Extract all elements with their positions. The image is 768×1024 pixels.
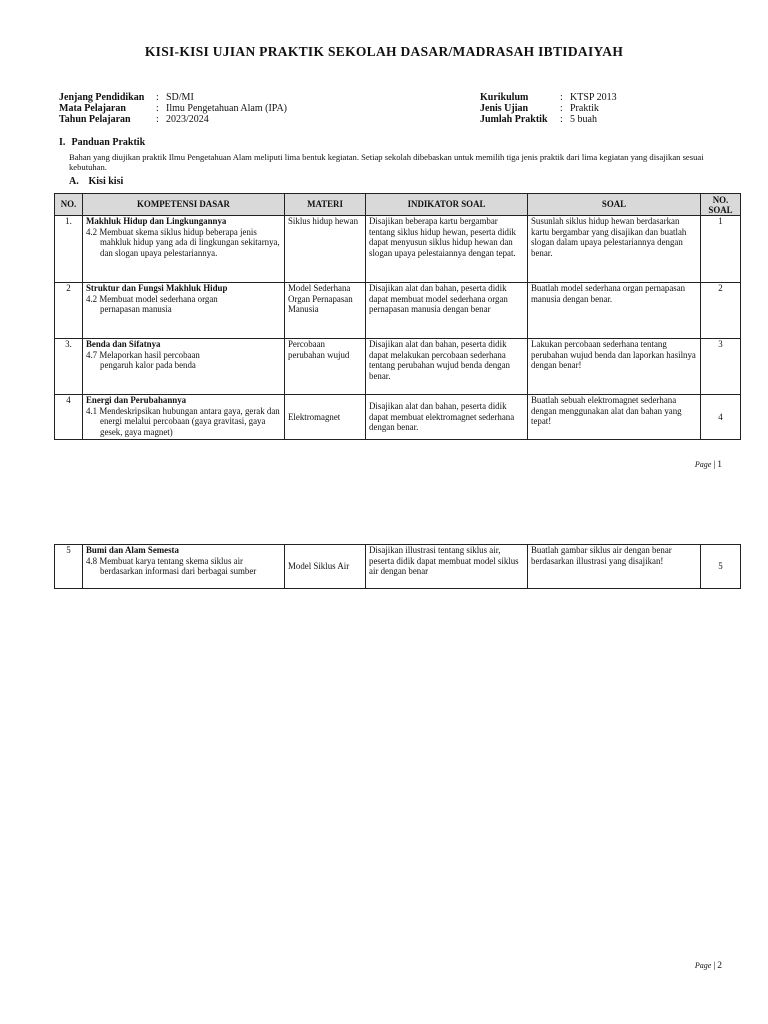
kisi-table-continued xyxy=(54,544,741,589)
info-value: Praktik xyxy=(570,103,599,114)
kd-text: 4.2 Membuat skema siklus hidup beberapa jenis mahkluk hidup yang ada di lingkungan sekitarnya, dan slogan upaya pelestariannya. xyxy=(86,226,280,258)
page-word: Page xyxy=(694,961,712,970)
table-row xyxy=(55,395,741,440)
kd-title: Energi dan Perubahannya xyxy=(86,395,187,405)
header-materi: MATERI xyxy=(285,194,366,216)
info-row xyxy=(480,103,617,114)
info-row xyxy=(59,103,287,114)
cell-no: 4 xyxy=(55,395,83,440)
page-separator: | xyxy=(713,460,716,470)
info-block-left xyxy=(59,92,287,125)
cell-soal: Buatlah gambar siklus air dengan benar berdasarkan illustrasi yang disajikan! xyxy=(528,545,701,589)
kd-text: 4.7 Melaporkan hasil percobaan pengaruh kalor pada benda xyxy=(86,349,200,371)
cell-kompetensi-dasar xyxy=(83,545,285,589)
table-row xyxy=(55,339,741,395)
table-row xyxy=(55,216,741,283)
header-indikator-soal: INDIKATOR SOAL xyxy=(366,194,528,216)
cell-kompetensi-dasar xyxy=(83,283,285,339)
section-heading xyxy=(59,137,145,148)
page-separator: | xyxy=(713,961,716,971)
cell-no-soal: 1 xyxy=(701,216,741,283)
cell-no-soal: 2 xyxy=(701,283,741,339)
page-footer xyxy=(695,460,722,470)
header-soal: SOAL xyxy=(528,194,701,216)
info-value: 5 buah xyxy=(570,114,597,125)
document-title: KISI-KISI UJIAN PRAKTIK SEKOLAH DASAR/MADRASAH IBTIDAIYAH xyxy=(144,44,624,59)
info-separator: : xyxy=(156,114,159,125)
cell-materi: Percobaan perubahan wujud xyxy=(285,339,366,395)
table-header-row xyxy=(55,194,741,216)
cell-indikator: Disajikan illustrasi tentang siklus air, peserta didik dapat membuat model siklus air dengan benar xyxy=(366,545,528,589)
info-label: Mata Pelajaran xyxy=(59,103,126,114)
section-title: Panduan Praktik xyxy=(71,137,146,148)
section-number: I. xyxy=(59,137,66,148)
cell-soal: Buatlah model sederhana organ pernapasan manusia dengan benar. xyxy=(528,283,701,339)
kd-title: Benda dan Sifatnya xyxy=(86,339,161,349)
section-paragraph: Bahan yang diujikan praktik Ilmu Pengetahuan Alam meliputi lima bentuk kegiatan. Setiap sekolah dibebaskan untuk memilih tiga jenis praktik dari lima kegiatan yang disajikan sesuai kebutuhan. xyxy=(69,152,704,172)
subsection-title: Kisi kisi xyxy=(88,176,124,187)
kd-text: 4.8 Membuat karya tentang skema siklus air berdasarkan informasi dari berbagai sumber xyxy=(86,555,257,577)
info-row xyxy=(59,114,287,125)
cell-no-soal: 5 xyxy=(701,545,741,589)
info-label: Kurikulum xyxy=(480,92,529,103)
subsection-heading xyxy=(69,176,123,187)
info-row xyxy=(480,92,617,103)
kd-text: 4.1 Mendeskripsikan hubungan antara gaya, gerak dan energi melalui percobaan (gaya gravitasi, gaya gesek, gaya magnet) xyxy=(86,405,280,437)
cell-indikator: Disajikan alat dan bahan, peserta didik dapat melakukan percobaan sederhana tentang perubahan wujud benda dengan benar. xyxy=(366,339,528,395)
kd-text: 4.2 Membuat model sederhana organ pernapasan manusia xyxy=(86,293,218,315)
table-row xyxy=(55,545,741,589)
info-row xyxy=(480,114,617,125)
info-label: Jenis Ujian xyxy=(480,103,529,114)
info-separator: : xyxy=(560,103,563,114)
cell-kompetensi-dasar xyxy=(83,395,285,440)
info-label: Tahun Pelajaran xyxy=(59,114,131,125)
cell-no: 5 xyxy=(55,545,83,589)
cell-no: 2 xyxy=(55,283,83,339)
info-separator: : xyxy=(156,92,159,103)
cell-materi: Elektromagnet xyxy=(285,395,366,440)
info-value: Ilmu Pengetahuan Alam (IPA) xyxy=(166,103,288,114)
cell-no: 3. xyxy=(55,339,83,395)
header-no: NO. xyxy=(55,194,83,216)
cell-kompetensi-dasar xyxy=(83,216,285,283)
info-label: Jenjang Pendidikan xyxy=(59,92,145,103)
cell-no-soal: 3 xyxy=(701,339,741,395)
cell-indikator: Disajikan alat dan bahan, peserta didik dapat membuat model sederhana organ pernapasan manusia dengan benar xyxy=(366,283,528,339)
table-row xyxy=(55,283,741,339)
kisi-table xyxy=(54,193,741,440)
cell-materi: Model Siklus Air xyxy=(285,545,366,589)
subsection-number: A. xyxy=(69,176,79,187)
cell-materi: Model Sederhana Organ Pernapasan Manusia xyxy=(285,283,366,339)
header-kompetensi-dasar: KOMPETENSI DASAR xyxy=(83,194,285,216)
info-label: Jumlah Praktik xyxy=(480,114,548,125)
cell-no: 1. xyxy=(55,216,83,283)
cell-indikator: Disajikan alat dan bahan, peserta didik dapat membuat elektromagnet sederhana dengan benar. xyxy=(366,395,528,440)
page-number: 1 xyxy=(717,460,722,470)
page-number: 2 xyxy=(717,961,722,971)
header-no-soal: NO. SOAL xyxy=(701,194,741,216)
cell-no-soal: 4 xyxy=(701,395,741,440)
info-row xyxy=(59,92,287,103)
cell-soal: Lakukan percobaan sederhana tentang perubahan wujud benda dan laporkan hasilnya dengan benar! xyxy=(528,339,701,395)
kd-title: Bumi dan Alam Semesta xyxy=(86,545,179,555)
info-block-right xyxy=(480,92,617,125)
cell-soal: Buatlah sebuah elektromagnet sederhana dengan menggunakan alat dan bahan yang tepat! xyxy=(528,395,701,440)
info-value: 2023/2024 xyxy=(166,114,209,125)
page-word: Page xyxy=(694,460,712,469)
page-footer xyxy=(695,961,722,971)
kd-title: Struktur dan Fungsi Makhluk Hidup xyxy=(86,283,228,293)
info-separator: : xyxy=(560,114,563,125)
info-value: SD/MI xyxy=(166,92,194,103)
cell-materi: Siklus hidup hewan xyxy=(285,216,366,283)
info-value: KTSP 2013 xyxy=(570,92,617,103)
cell-kompetensi-dasar xyxy=(83,339,285,395)
info-separator: : xyxy=(156,103,159,114)
cell-indikator: Disajikan beberapa kartu bergambar tentang siklus hidup hewan, peserta didik dapat menyusun siklus hidup hewan dan slogan upaya pelestaiannya dengan tepat. xyxy=(366,216,528,283)
cell-soal: Susunlah siklus hidup hewan berdasarkan kartu bergambar yang disajikan dan buatlah slogan dalam upaya pelestariannya dengan benar. xyxy=(528,216,701,283)
kd-title: Makhluk Hidup dan Lingkungannya xyxy=(86,216,227,226)
info-separator: : xyxy=(560,92,563,103)
